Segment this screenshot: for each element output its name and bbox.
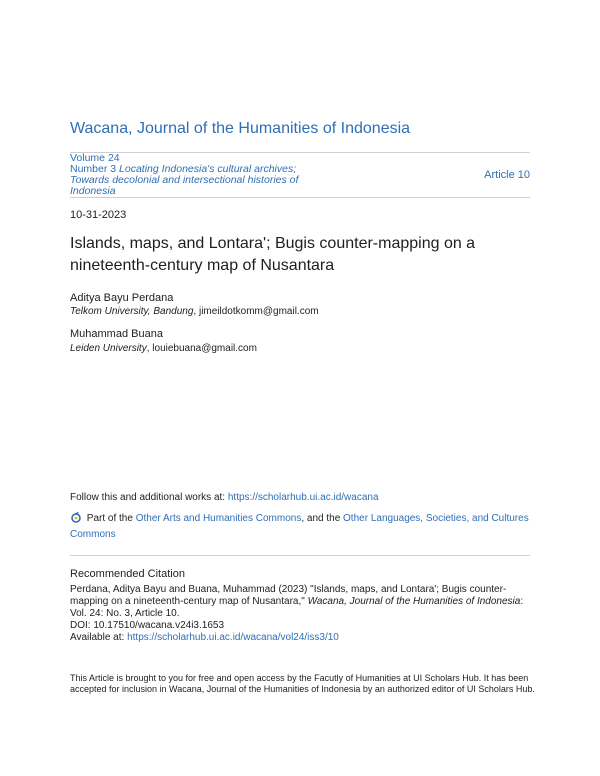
article-number-link[interactable]: Article 10 — [484, 169, 530, 181]
available-label: Available at: — [70, 632, 125, 643]
commons-link[interactable]: Other Languages, Societies, and Cultures Commons — [70, 513, 529, 540]
citation-text — [70, 584, 540, 644]
part-of-line — [70, 511, 540, 543]
author-email: louiebuana@gmail.com — [152, 343, 257, 354]
citation-start: Perdana, Aditya Bayu and Buana, Muhammad (2023) "Islands, maps, and Lontara'; Bugis counter-mapping on a nineteenth-century map of Nusantara," — [70, 584, 507, 607]
divider — [70, 197, 530, 198]
doi: DOI: 10.17510/wacana.v24i3.1653 — [70, 620, 224, 631]
footer-note: This Article is brought to you for free and open access by the Facutly of Humanities at UI Scholars Hub. It has been accepted for inclusion in Wacana, Journal of the Humanities of Indonesia by an authorized editor of UI Scholars Hub. — [70, 673, 535, 694]
article-title: Islands, maps, and Lontara'; Bugis counter-mapping on a nineteenth-century map of Nusantara — [70, 235, 476, 274]
issue-number-link[interactable] — [70, 163, 298, 197]
commons-link[interactable]: Other Arts and Humanities Commons — [135, 513, 302, 524]
journal-title-link[interactable]: Wacana, Journal of the Humanities of Indonesia — [70, 120, 411, 137]
divider — [70, 555, 530, 556]
part-of-middle: , and the — [301, 513, 341, 524]
citation-heading: Recommended Citation — [70, 568, 185, 580]
issue-number: Number 3 — [70, 163, 117, 175]
author-affiliation: Telkom University, Bandung, jimeildotkomm@gmail.com — [70, 306, 319, 317]
citation-end: : Vol. 24: No. 3, Article 10. — [70, 596, 524, 619]
author-name: Aditya Bayu Perdana — [70, 292, 174, 304]
affiliation-name: Leiden University — [70, 343, 147, 354]
follow-text: Follow this and additional works at: — [70, 492, 226, 503]
author-affiliation: Leiden University, louiebuana@gmail.com — [70, 343, 257, 354]
follow-line — [70, 492, 379, 503]
repository-link[interactable]: https://scholarhub.ui.ac.id/wacana — [227, 492, 379, 503]
open-access-icon — [70, 511, 82, 523]
issue-title: Locating Indonesia's cultural archives; Towards decolonial and intersectional histories of Indonesia — [70, 163, 299, 197]
citation-journal: Wacana, Journal of the Humanities of Indonesia — [307, 596, 521, 607]
volume-link[interactable]: Volume 24 — [70, 152, 120, 164]
publication-date: 10-31-2023 — [70, 209, 127, 221]
author-name: Muhammad Buana — [70, 328, 163, 340]
affiliation-name: Telkom University, Bandung — [70, 306, 194, 317]
part-of-prefix: Part of the — [86, 513, 133, 524]
article-url-link[interactable]: https://scholarhub.ui.ac.id/wacana/vol24/iss3/10 — [127, 632, 339, 643]
issue-block — [70, 152, 530, 198]
author-email: jimeildotkomm@gmail.com — [198, 306, 319, 317]
issue-info — [70, 153, 330, 197]
